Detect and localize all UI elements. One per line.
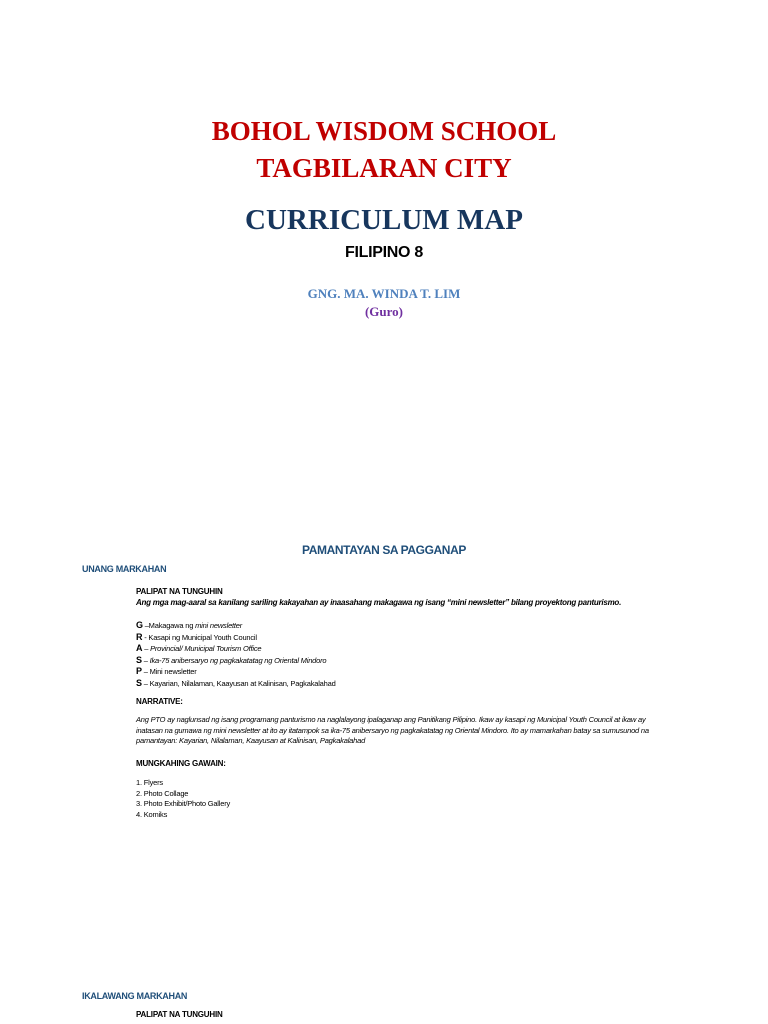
first-quarter-goal [136, 587, 676, 608]
narrative-text: Ang PTO ay naglunsad ng isang programang panturismo na naglalayong ipalaganap ang Panitikang Pilipino. Ikaw ay kasapi ng Municipal Youth Council at ikaw ay inatasan na gumawa ng mini newsletter at ito ay itatampok sa ika-75 anibersaryo ng pagkakatatag ng Oriental Mindoro. Ito ay mamarkahan batay sa sumusunod na pamantayan: Kayarian, Nilalaman, Kaayusan at Kalinisan, Pagkakalahad [136, 715, 649, 745]
grasps-letter: G [136, 620, 143, 630]
list-item: 4. Komiks [136, 809, 168, 819]
section-title: PAMANTAYAN SA PAGGANAP [302, 543, 466, 557]
grasps-item: A – Provincial/ Municipal Tourism Office [136, 643, 262, 653]
grasps-item: S – Kayarian, Nilalaman, Kaayusan at Kalinisan, Pagkakalahad [136, 677, 336, 688]
school-name: BOHOL WISDOM SCHOOL [211, 116, 557, 146]
teacher-name: GNG. MA. WINDA T. LIM [307, 286, 461, 301]
list-item: 1. Flyers [136, 778, 163, 787]
narrative-heading: NARRATIVE: [136, 697, 183, 706]
grasps-letter: R [136, 631, 143, 642]
goal-heading: PALIPAT NA TUNGUHIN [136, 587, 223, 596]
grasps-letter: P [136, 666, 142, 676]
grasps-item: R - Kasapi ng Municipal Youth Council [136, 631, 257, 642]
second-quarter-goal [136, 1010, 676, 1021]
school-city: TAGBILARAN CITY [256, 153, 512, 183]
document-title: CURRICULUM MAP [245, 204, 523, 236]
list-item: 2. Photo Collage [136, 788, 189, 798]
grasps-list [136, 620, 676, 689]
grasps-letter: A [136, 643, 143, 653]
subject-title: FILIPINO 8 [345, 244, 423, 261]
second-quarter-label: IKALAWANG MARKAHAN [82, 991, 188, 1001]
activities-heading: MUNGKAHING GAWAIN: [136, 759, 226, 768]
grasps-item: S – Ika-75 anibersaryo ng pagkakatatag ng Oriental Mindoro [136, 654, 327, 665]
grasps-item: P – Mini newsletter [136, 666, 197, 676]
activities-list [136, 778, 676, 820]
grasps-letter: S [136, 654, 142, 665]
goal-description: Ang mga mag-aaral sa kanilang sariling kakayahan ay inaasahang makagawa ng isang “mini newsletter” bilang proyektong panturismo. [136, 597, 622, 607]
grasps-item: G –Makagawa ng mini newsletter [136, 620, 243, 630]
list-item: 3. Photo Exhibit/Photo Gallery [136, 799, 231, 808]
grasps-letter: S [136, 677, 142, 688]
teacher-role: (Guro) [364, 304, 404, 319]
first-quarter-label: UNANG MARKAHAN [82, 564, 167, 574]
goal-heading: PALIPAT NA TUNGUHIN [136, 1010, 223, 1019]
